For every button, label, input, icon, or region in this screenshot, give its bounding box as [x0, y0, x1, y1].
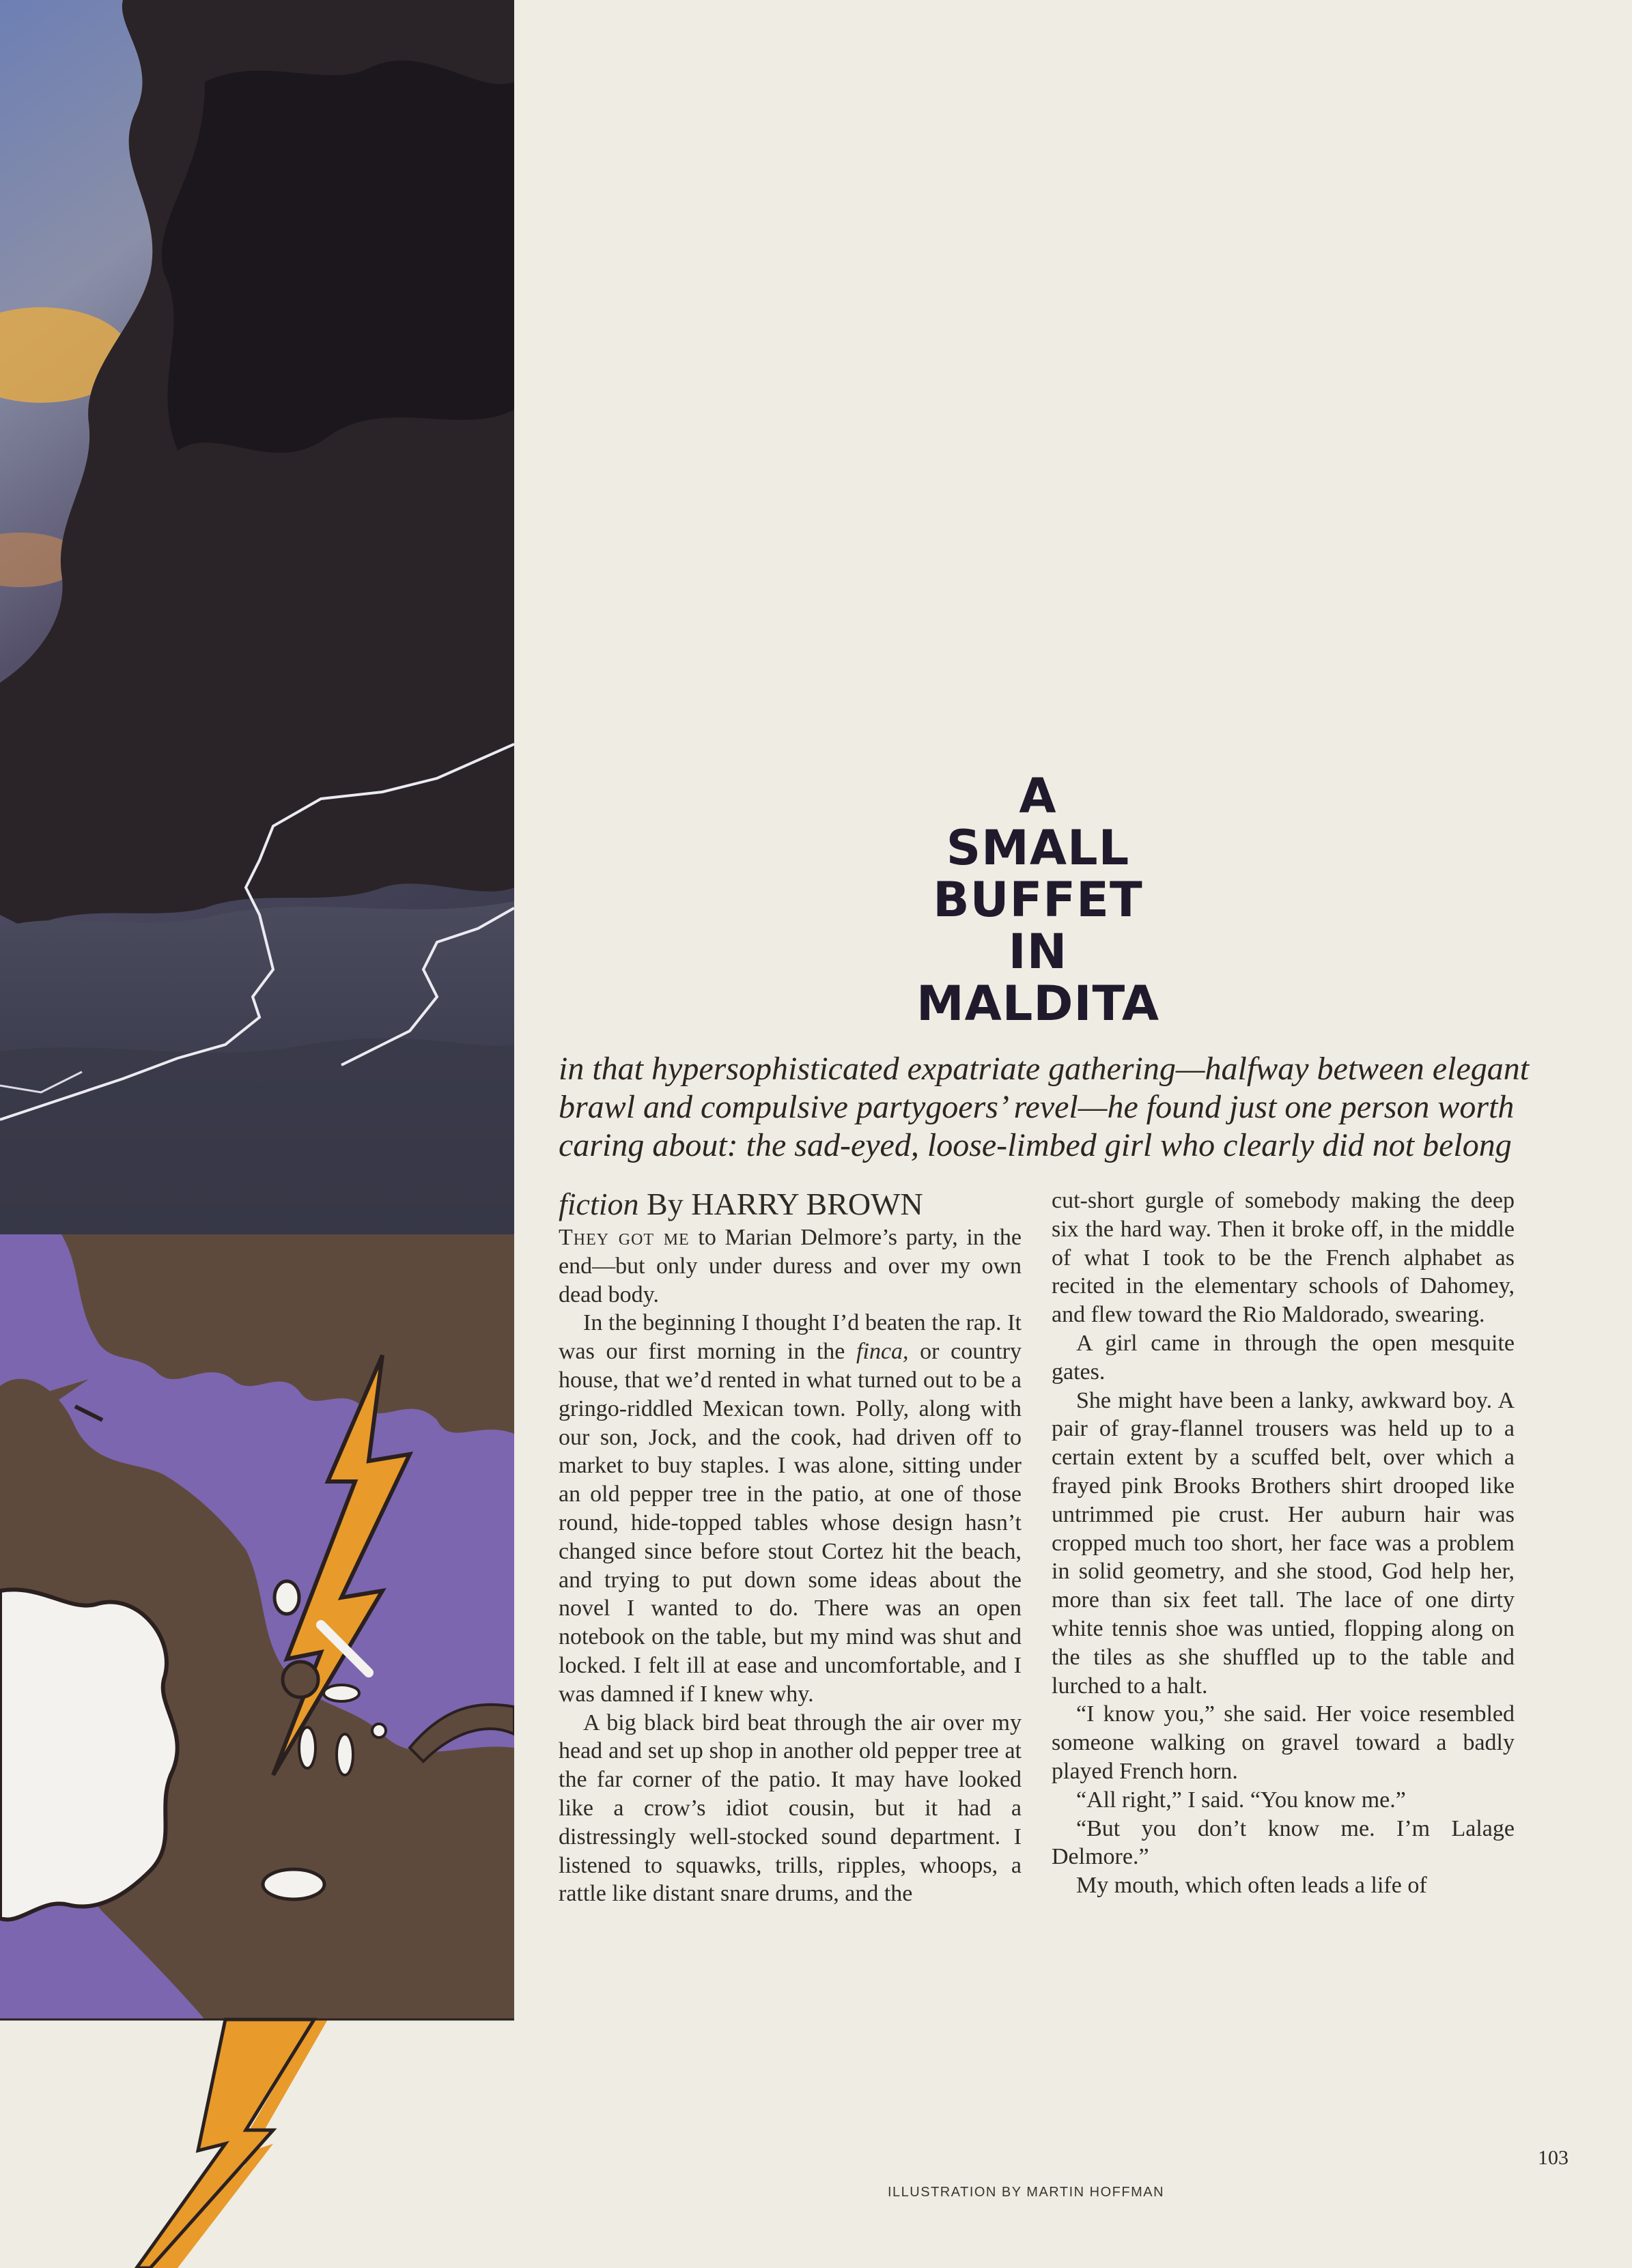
dek-line: caring about: the sad-eyed, loose-limbed girl who clearly did not belong	[559, 1127, 1512, 1163]
title-line: MALDITA	[916, 976, 1160, 1032]
title-line: BUFFET	[933, 872, 1143, 928]
paragraph: They got me to Marian Delmore’s party, in the end—but only under duress and over my own dead body.	[559, 1225, 1022, 1307]
paragraph: A girl came in through the open mesquite gates.	[1052, 1330, 1515, 1385]
storm-painting	[0, 0, 514, 1234]
author-name: By HARRY BROWN	[647, 1187, 923, 1221]
illustration	[0, 0, 514, 2268]
illustration-credit: ILLUSTRATION BY MARTIN HOFFMAN	[888, 2185, 1165, 2200]
title-line: SMALL	[946, 820, 1130, 876]
paragraph: My mouth, which often leads a life of	[1076, 1873, 1427, 1899]
paragraph: cut-short gurgle of somebody making the deep six the hard way. Then it broke off, in the middle of what I took to be the French alphabet as recited in the elementary schools of Dahomey, and flew toward the Rio Maldorado, swearing.	[1052, 1188, 1515, 1328]
paragraph: In the beginning I thought I’d beaten the rap. It was our first morning in the finca, or country house, that we’d rented in what turned out to be a gringo-riddled Mexican town. Polly, along with our son, Jock, and the cook, had driven off to market to buy staples. I was alone, sitting under an old pepper tree in the patio, at one of those round, hide-topped tables whose design hasn’t changed since before stout Cortez hit the beach, and trying to put down some ideas about the novel I wanted to do. There was an open notebook on the table, but my mind was shut and locked. I felt ill at ease and uncomfortable, and I was damned if I knew why.	[559, 1310, 1022, 1707]
dek-line: in that hypersophisticated expatriate gathering—halfway between elegant	[559, 1051, 1530, 1087]
article-dek	[559, 1050, 1530, 1165]
genre-label: fiction	[559, 1187, 639, 1221]
paragraph: “I know you,” she said. Her voice resembled someone walking on gravel toward a badly played French horn.	[1052, 1701, 1515, 1784]
body-column-right	[1052, 1187, 1515, 1900]
body-column-left	[559, 1187, 1022, 1908]
page-number: 103	[1538, 2146, 1568, 2169]
paragraph: “All right,” I said. “You know me.”	[1076, 1787, 1406, 1813]
paragraph: She might have been a lanky, awkward boy. A pair of gray-flannel trousers was held up to a certain extent by a scuffed belt, over which a frayed pink Brooks Brothers shirt drooped like untrimmed pie crust. Her auburn hair was cropped much too short, her face was a problem in solid geometry, and she stood, God help her, more than six feet tall. The lace of one dirty white tennis shoe was untied, flopping along on the tiles as she shuffled up to the table and lurched to a halt.	[1052, 1387, 1515, 1699]
title-line: A	[1019, 768, 1057, 824]
dek-line: brawl and compulsive partygoers’ revel—he found just one person worth	[559, 1089, 1515, 1125]
paragraph: “But you don’t know me. I’m Lalage Delmore.”	[1052, 1815, 1515, 1870]
pop-art-panel	[0, 1234, 514, 2268]
paragraph: A big black bird beat through the air over my head and set up shop in another old pepper tree at the far corner of the patio. It may have looked like a crow’s idiot cousin, but it had a distressingly well-stocked sound department. I listened to squawks, trills, ripples, whoops, a rattle like distant snare drums, and the	[559, 1710, 1022, 1907]
lead-in: They got me	[559, 1225, 690, 1250]
article-title	[860, 770, 1215, 1030]
byline	[559, 1187, 1022, 1222]
title-line: IN	[1008, 924, 1068, 980]
